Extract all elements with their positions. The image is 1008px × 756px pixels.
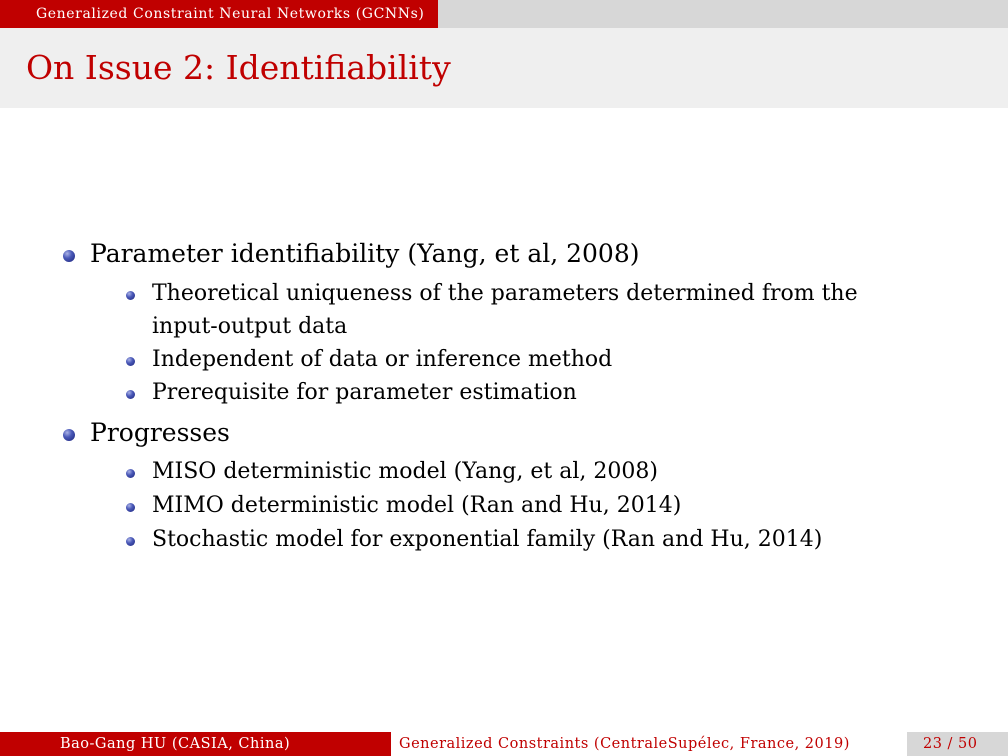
sub-bullet-icon [126,357,135,366]
bullet-icon [63,429,75,441]
bullet-item: Parameter identifiability (Yang, et al, 2008) [90,239,640,268]
sub-bullet-icon [126,390,135,399]
footer-page-box [907,732,1008,756]
footer-author: Bao-Gang HU (CASIA, China) [60,736,291,752]
section-title: Generalized Constraint Neural Networks (GCNNs) [0,0,438,28]
sub-bullet-icon [126,291,135,300]
sub-bullet-icon [126,469,135,478]
sub-bullet-item: MIMO deterministic model (Ran and Hu, 2014) [152,493,682,518]
footer-title-box [391,732,907,756]
sub-bullet-item: Theoretical uniqueness of the parameters determined from the [152,281,858,306]
sub-bullet-icon [126,503,135,512]
bullet-item: Progresses [90,418,230,447]
sub-bullet-item: Independent of data or inference method [152,347,613,372]
footer-bar [0,732,1008,756]
footer-talk-title: Generalized Constraints (CentraleSupélec, France, 2019) [399,736,850,752]
page-number: 23 / 50 [923,736,978,752]
sub-bullet-item: MISO deterministic model (Yang, et al, 2008) [152,459,658,484]
sub-bullet-item: Prerequisite for parameter estimation [152,380,577,405]
footer-author-box [0,732,391,756]
slide-title: On Issue 2: Identifiability [26,48,451,87]
sub-bullet-icon [126,537,135,546]
sub-bullet-item-continuation: input-output data [152,314,348,339]
sub-bullet-item: Stochastic model for exponential family (Ran and Hu, 2014) [152,527,823,552]
bullet-icon [63,250,75,262]
